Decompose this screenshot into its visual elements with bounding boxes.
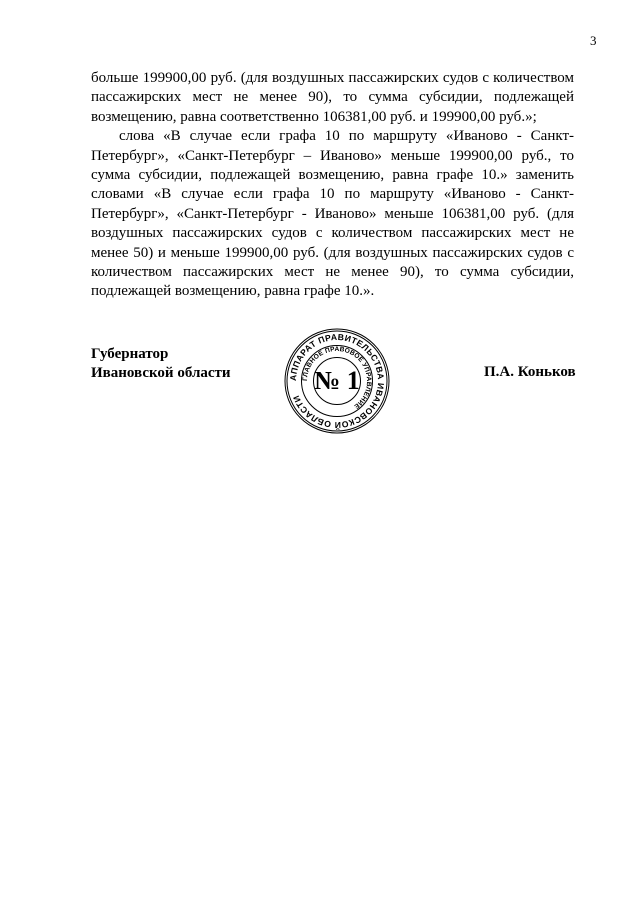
signatory-position: Губернатор (91, 346, 169, 362)
stamp-outer-text: АППАРАТ ПРАВИТЕЛЬСТВА ИВАНОВСКОЙ ОБЛАСТИ (287, 331, 387, 431)
stamp-inner-text: ГЛАВНОЕ ПРАВОВОЕ УПРАВЛЕНИЕ (301, 345, 373, 410)
signatory-region: Ивановской области (91, 365, 231, 381)
signatory-name: П.А. Коньков (484, 364, 576, 380)
document-body (91, 69, 574, 302)
paragraph-continuation: больше 199900,00 руб. (для воздушных пассажирских судов с количеством пассажирских мест не менее 90), то сумма субсидии, подлежащей возмещению, равна соответственно 106381,00 руб. и 199900,00 руб.»; (91, 70, 574, 125)
signatory-title (91, 345, 231, 383)
page-number: 3 (590, 33, 597, 48)
official-stamp (284, 328, 390, 434)
stamp-number: № 1 (314, 366, 360, 395)
paragraph-amendment: слова «В случае если графа 10 по маршруту «Иваново - Санкт-Петербург», «Санкт-Петербург – Иваново» меньше 199900,00 руб., то сумма субсидии, подлежащей возмещению, равна графе 10.» заменить словами «В случае если графа 10 по маршруту «Иваново - Санкт-Петербург», «Санкт-Петербург - Иваново» меньше 106381,00 руб. (для воздушных пассажирских судов с количеством пассажирских мест не менее 50) и меньше 199900,00 руб. (для воздушных пассажирских судов с количеством пассажирских мест не менее 90), то сумма субсидии, подлежащей возмещению, равна графе 10.». (91, 128, 574, 300)
